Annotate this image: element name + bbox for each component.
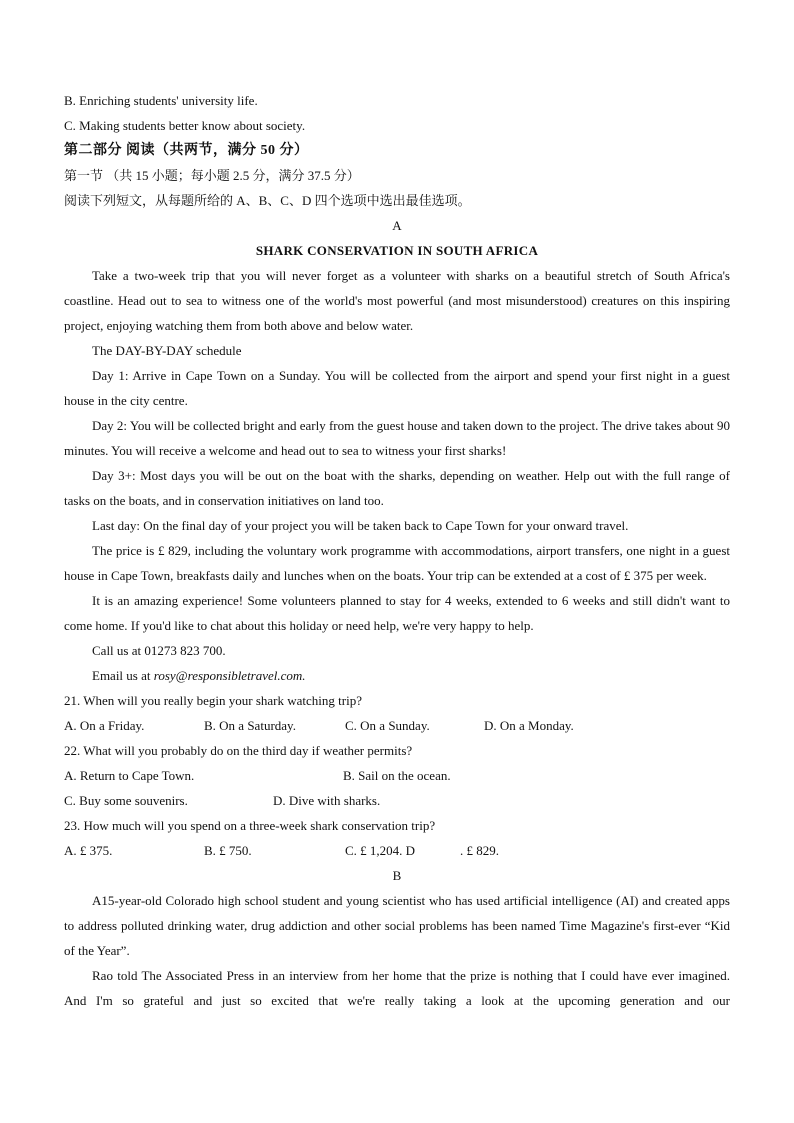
q23-stem: 23. How much will you spend on a three-week shark conservation trip? [64, 818, 436, 833]
email-line [64, 663, 730, 688]
day3-paragraph: Day 3+: Most days you will be out on the boat with the sharks, depending on weather. Help out with the full range of tasks on the boats, and in conservation initiatives on land too. [64, 468, 730, 508]
section1-heading: 第一节 （共 15 小题；每小题 2.5 分，满分 37.5 分） [64, 168, 360, 183]
experience-paragraph: It is an amazing experience! Some volunteers planned to stay for 4 weeks, extended to 6 weeks and still didn't want to come home. If you'd like to chat about this holiday or need help, we're very happy to help. [64, 593, 730, 633]
exam-page [64, 88, 730, 1013]
q22-stem: 22. What will you probably do on the third day if weather permits? [64, 743, 413, 758]
schedule-heading: The DAY-BY-DAY schedule [92, 343, 242, 358]
passage-a-title: SHARK CONSERVATION IN SOUTH AFRICA [255, 243, 539, 258]
call-line: Call us at 01273 823 700. [92, 643, 226, 658]
price-paragraph: The price is £ 829, including the voluntary work programme with accommodations, airport transfers, one night in a guest house in Cape Town, breakfasts daily and lunches when on the boats. Your trip can be extended at a cost of £ 375 per week. [64, 543, 730, 583]
passage-b-paragraph1: A15-year-old Colorado high school student and young scientist who has used artificial intelligence (AI) and created apps to address polluted drinking water, drug addiction and other social problems has been named Time Magazine's first-ever “Kid of the Year”. [64, 893, 730, 958]
passage-b-paragraph2: Rao told The Associated Press in an interview from her home that the prize is nothing that I could have ever imagined. And I'm so grateful and just so excited that we're really taking a look at the upcoming generation and our [64, 968, 730, 1008]
q21-option-c: C. On a Sunday. [345, 718, 430, 733]
q22-option-b: B. Sail on the ocean. [343, 768, 451, 783]
last-day-paragraph: Last day: On the final day of your project you will be taken back to Cape Town for your onward travel. [92, 518, 629, 533]
email-address: rosy@responsibletravel.com. [153, 668, 306, 683]
day2-paragraph: Day 2: You will be collected bright and early from the guest house and taken down to the project. The drive takes about 90 minutes. You will receive a welcome and head out to sea to witness your first sharks! [64, 418, 730, 458]
q22-options-row2 [64, 788, 730, 813]
passage-a-intro: Take a two-week trip that you will never forget as a volunteer with sharks on a beautiful stretch of South Africa's coastline. Head out to sea to witness one of the world's most powerful (and most misunderstood) creatures on this inspiring project, enjoying watching them from both above and below water. [64, 268, 730, 333]
q21-option-a: A. On a Friday. [64, 718, 145, 733]
passage-b-letter: B [392, 868, 402, 883]
part2-heading: 第二部分 阅读（共两节，满分 50 分） [64, 143, 309, 158]
day1-paragraph: Day 1: Arrive in Cape Town on a Sunday. You will be collected from the airport and spend your first night in a guest house in the city centre. [64, 368, 730, 408]
option-c-making: C. Making students better know about society. [64, 118, 306, 133]
q21-option-b: B. On a Saturday. [204, 718, 296, 733]
q21-stem: 21. When will you really begin your shark watching trip? [64, 693, 362, 708]
passage-a-letter: A [392, 218, 402, 233]
q23-options [64, 838, 730, 863]
q23-option-c: C. £ 1,204. D [345, 843, 416, 858]
q21-options [64, 713, 730, 738]
q21-option-d: D. On a Monday. [484, 718, 574, 733]
q23-option-a: A. £ 375. [64, 843, 113, 858]
option-b-enriching: B. Enriching students' university life. [64, 93, 258, 108]
q22-option-a: A. Return to Cape Town. [64, 768, 195, 783]
q22-option-c: C. Buy some souvenirs. [64, 793, 188, 808]
q22-options-row1 [64, 763, 730, 788]
q23-option-d: . £ 829. [460, 843, 499, 858]
q23-option-b: B. £ 750. [204, 843, 252, 858]
q22-option-d: D. Dive with sharks. [273, 793, 381, 808]
email-prefix: Email us at [92, 668, 154, 683]
reading-instruction: 阅读下列短文，从每题所给的 A、B、C、D 四个选项中选出最佳选项。 [64, 193, 471, 208]
